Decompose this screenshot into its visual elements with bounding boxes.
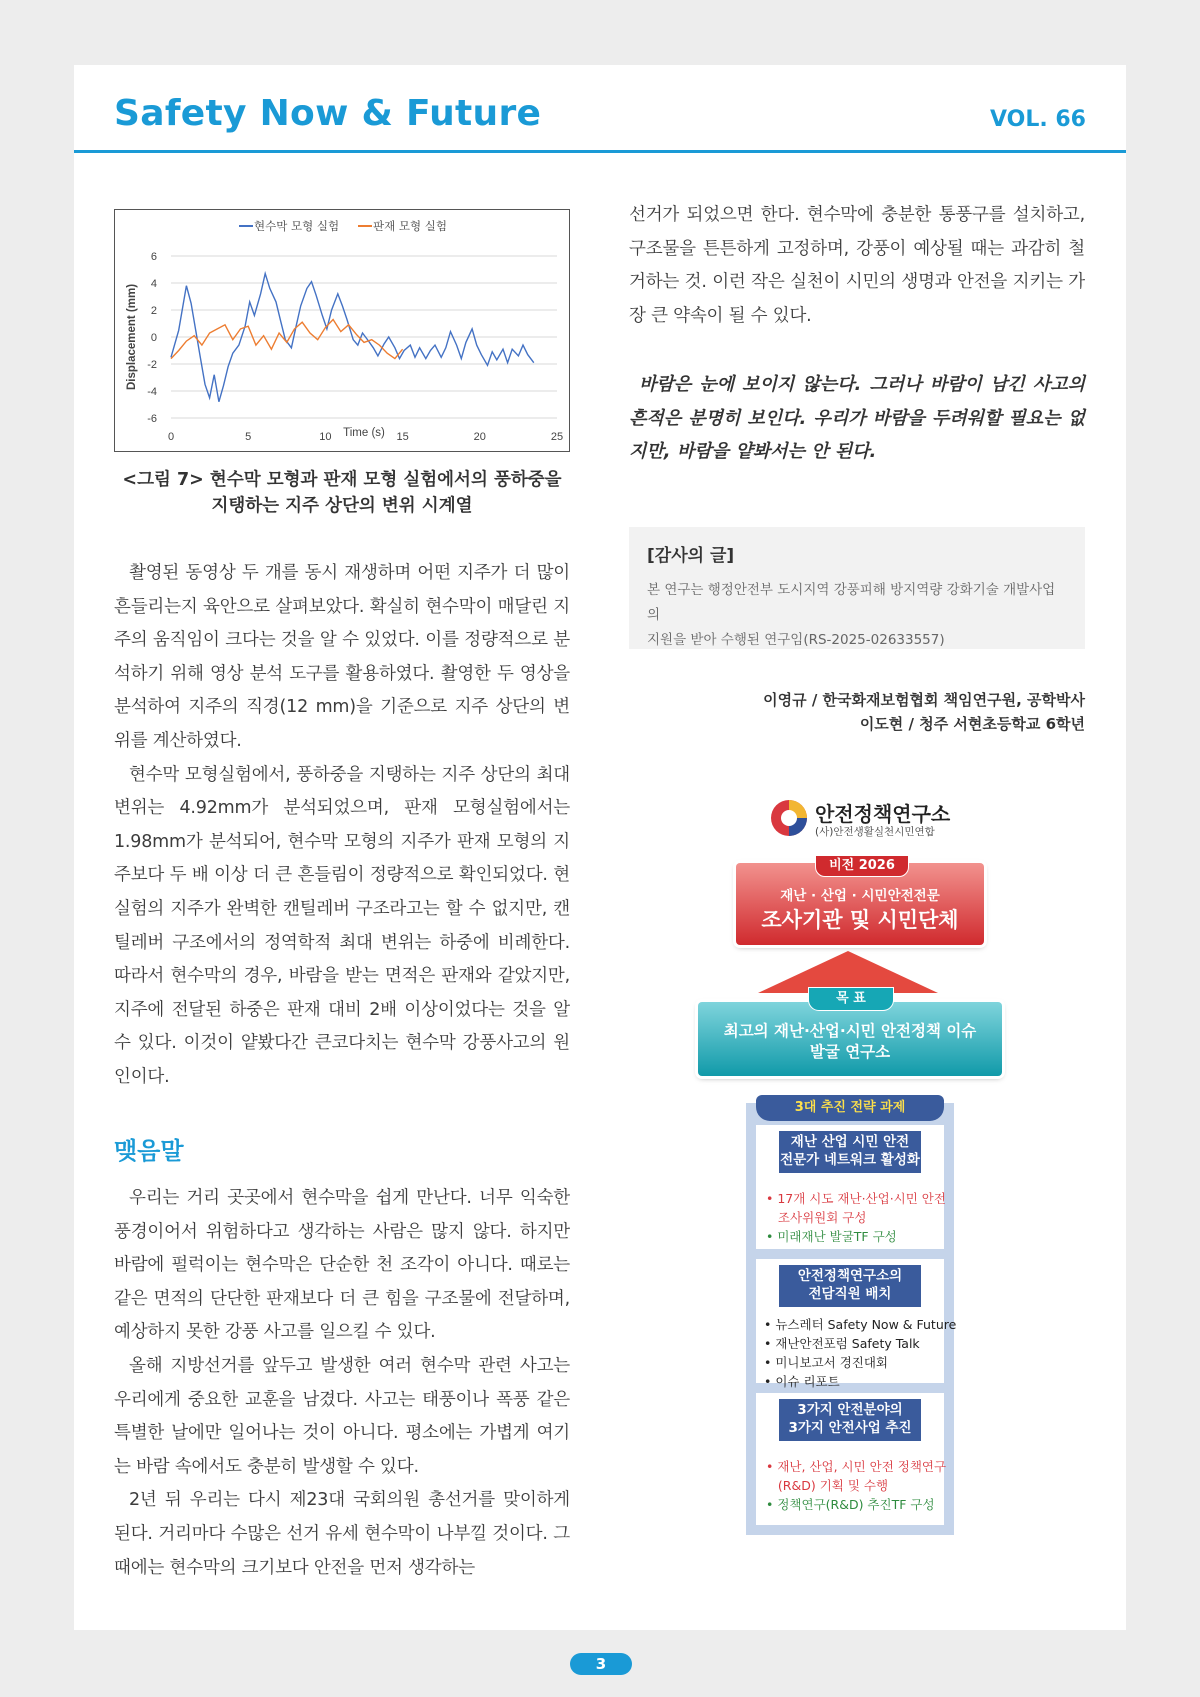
page	[74, 65, 1126, 1630]
body-paragraph: 2년 뒤 우리는 다시 제23대 국회의원 총선거를 맞이하게 된다. 거리마다 수많은 선거 유세 현수막이 나부낄 것이다. 그때에는 현수막의 크기보다 안전을 먼저 생각하는	[114, 1490, 570, 1578]
caption-line-1: <그림 7> 현수막 모형과 판재 모형 실험에서의 풍하중을	[122, 470, 562, 490]
x-tick-label: 20	[473, 431, 486, 443]
volume-label: VOL. 66	[990, 107, 1086, 132]
x-axis-label: Time (s)	[343, 427, 385, 439]
org-subname: (사)안전생활실천시민연합	[815, 826, 935, 838]
strategy-item: • 17개 시도 재난·산업·시민 안전	[766, 1191, 946, 1206]
author-line: 이영규 / 한국화재보험협회 책임연구원, 공학박사	[763, 691, 1085, 709]
y-tick-label: -2	[147, 359, 157, 371]
y-tick-label: 4	[150, 278, 157, 290]
y-tick-label: 2	[150, 305, 157, 317]
vision-line-1: 재난 · 산업 · 시민안전전문	[780, 888, 940, 904]
strategy-list	[764, 1315, 956, 1391]
y-tick-label: 0	[150, 332, 157, 344]
body-paragraph: 현수막 모형실험에서, 풍하중을 지탱하는 지주 상단의 최대 변위는 4.92mm가 분석되었으며, 판재 모형실험에서는 1.98mm가 분석되어, 현수막 모형의 지주가 판재 모형의 지주보다 두 배 이상 더 큰 흔들림이 정량적으로 확인되었다. 현 실험의 지주가 완벽한 캔틸레버 구조라고는 할 수 없지만, 캔틸레버 구조에서의 정역학적 최대 변위는 하중에 비례한다. 따라서 현수막의 경우, 바람을 받는 면적은 판재와 같았지만, 지주에 전달된 하중은 판재 대비 2배 이상이었다는 것을 알 수 있다. 이것이 얕봤다간 큰코다치는 현수막 강풍사고의 원인이다.	[114, 764, 570, 1087]
author-credits	[629, 688, 1085, 736]
strategy-item: • 재난안전포럼 Safety Talk	[764, 1336, 920, 1351]
body-paragraph: 선거가 되었으면 한다. 현수막에 충분한 통풍구를 설치하고, 구조물을 튼튼하게 고정하며, 강풍이 예상될 때는 과감히 철거하는 것. 이런 작은 실천이 시민의 생명과 안전을 지키는 가장 큰 약속이 될 수 있다.	[629, 205, 1085, 326]
figure-caption	[114, 467, 570, 519]
vision-line-2: 조사기관 및 시민단체	[761, 908, 959, 932]
strategy-list	[766, 1457, 946, 1514]
conclusion-heading: 맺음말	[114, 1137, 184, 1165]
closing-quote-block	[629, 368, 1085, 469]
closing-quote: 바람은 눈에 보이지 않는다. 그러나 바람이 남긴 사고의 흔적은 분명히 보인다. 우리가 바람을 두려워할 필요는 없지만, 바람을 얕봐서는 안 된다.	[629, 374, 1085, 462]
strategy-title	[779, 1265, 921, 1307]
strategy-title-line: 전문가 네트워크 활성화	[780, 1152, 920, 1168]
strategy-item: • 뉴스레터 Safety Now & Future	[764, 1317, 957, 1332]
strategy-item: (R&D) 기획 및 수행	[766, 1478, 889, 1493]
acknowledgement-line: 본 연구는 행정안전부 도시지역 강풍피해 방지역량 강화기술 개발사업의	[647, 582, 1056, 623]
y-axis-label: Displacement (mm)	[126, 283, 138, 391]
strategy-title	[779, 1131, 921, 1173]
acknowledgement-line: 지원을 받아 수행된 연구임(RS-2025-02633557)	[647, 632, 945, 648]
strategy-title-line: 재난 산업 시민 안전	[790, 1134, 910, 1150]
x-tick-label: 5	[245, 431, 252, 443]
left-body	[114, 557, 570, 1095]
y-tick-label: 6	[150, 251, 157, 263]
vision-tag: 비전 2026	[815, 855, 909, 877]
header-divider	[74, 150, 1126, 153]
acknowledgement-title: [감사의 글]	[647, 546, 735, 566]
goal-line-1: 최고의 재난·산업·시민 안전정책 이슈	[723, 1022, 977, 1040]
strategy-title	[779, 1399, 921, 1441]
x-tick-label: 25	[550, 431, 564, 443]
y-tick-label: -4	[147, 386, 157, 398]
strategy-item: • 미니보고서 경진대회	[764, 1355, 888, 1370]
caption-line-2: 지탱하는 지주 상단의 변위 시계열	[211, 496, 473, 516]
chart-svg	[115, 210, 571, 453]
org-logo-icon	[769, 798, 809, 838]
strategy-tag: 3대 추진 전략 과제	[756, 1095, 944, 1121]
author-line: 이도현 / 청주 서현초등학교 6학년	[859, 715, 1085, 733]
acknowledgement-box	[629, 527, 1085, 649]
strategy-title-line: 3가지 안전사업 추진	[788, 1420, 912, 1436]
strategy-item: 조사위원회 구성	[766, 1210, 867, 1225]
legend-label: 판재 모형 실험	[373, 219, 447, 233]
y-tick-label: -6	[147, 413, 157, 425]
body-paragraph: 올해 지방선거를 앞두고 발생한 여러 현수막 관련 사고는 우리에게 중요한 교훈을 남겼다. 사고는 태풍이나 폭풍 같은 특별한 날에만 일어나는 것이 아니다. 평소에는 가볍게 여기는 바람 속에서도 충분히 발생할 수 있다.	[114, 1355, 570, 1477]
newsletter-title: Safety Now & Future	[114, 93, 542, 134]
strategy-item: • 정책연구(R&D) 추진TF 구성	[766, 1497, 935, 1512]
legend-label: 현수막 모형 실험	[254, 219, 340, 233]
strategy-item: • 미래재난 발굴TF 구성	[766, 1229, 897, 1244]
goal-line-2: 발굴 연구소	[809, 1043, 891, 1061]
right-body	[629, 199, 1085, 333]
strategy-list	[766, 1189, 946, 1246]
strategy-title-line: 3가지 안전분야의	[797, 1402, 903, 1418]
strategy-title-line: 안전정책연구소의	[797, 1268, 903, 1284]
goal-tag: 목 표	[808, 987, 894, 1011]
strategy-title-line: 전담직원 배치	[808, 1286, 892, 1302]
displacement-chart	[114, 209, 570, 452]
x-tick-label: 15	[396, 431, 409, 443]
x-tick-label: 10	[319, 431, 332, 443]
body-paragraph: 우리는 거리 곳곳에서 현수막을 쉽게 만난다. 너무 익숙한 풍경이어서 위험하다고 생각하는 사람은 많지 않다. 하지만 바람에 펄럭이는 현수막은 단순한 천 조각이 아니다. 때로는 같은 면적의 단단한 판재보다 더 큰 힘을 구조물에 전달하며, 예상하지 못한 강풍 사고를 일으킬 수 있다.	[114, 1188, 570, 1343]
strategy-item: • 이슈 리포트	[764, 1374, 840, 1389]
body-paragraph: 촬영된 동영상 두 개를 동시 재생하며 어떤 지주가 더 많이 흔들리는지 육안으로 살펴보았다. 확실히 현수막이 매달린 지주의 움직임이 크다는 것을 알 수 있었다. 이를 정량적으로 분석하기 위해 영상 분석 도구를 활용하였다. 촬영한 두 영상을 분석하여 지주의 직경(12 mm)을 기준으로 지주 상단의 변위를 계산하였다.	[114, 563, 570, 751]
page-number: 3	[570, 1653, 632, 1675]
strategy-item: • 재난, 산업, 시민 안전 정책연구	[766, 1459, 947, 1474]
conclusion-body	[114, 1182, 570, 1585]
series-line	[171, 274, 534, 402]
org-name: 안전정책연구소	[815, 802, 951, 826]
x-tick-label: 0	[167, 431, 175, 443]
